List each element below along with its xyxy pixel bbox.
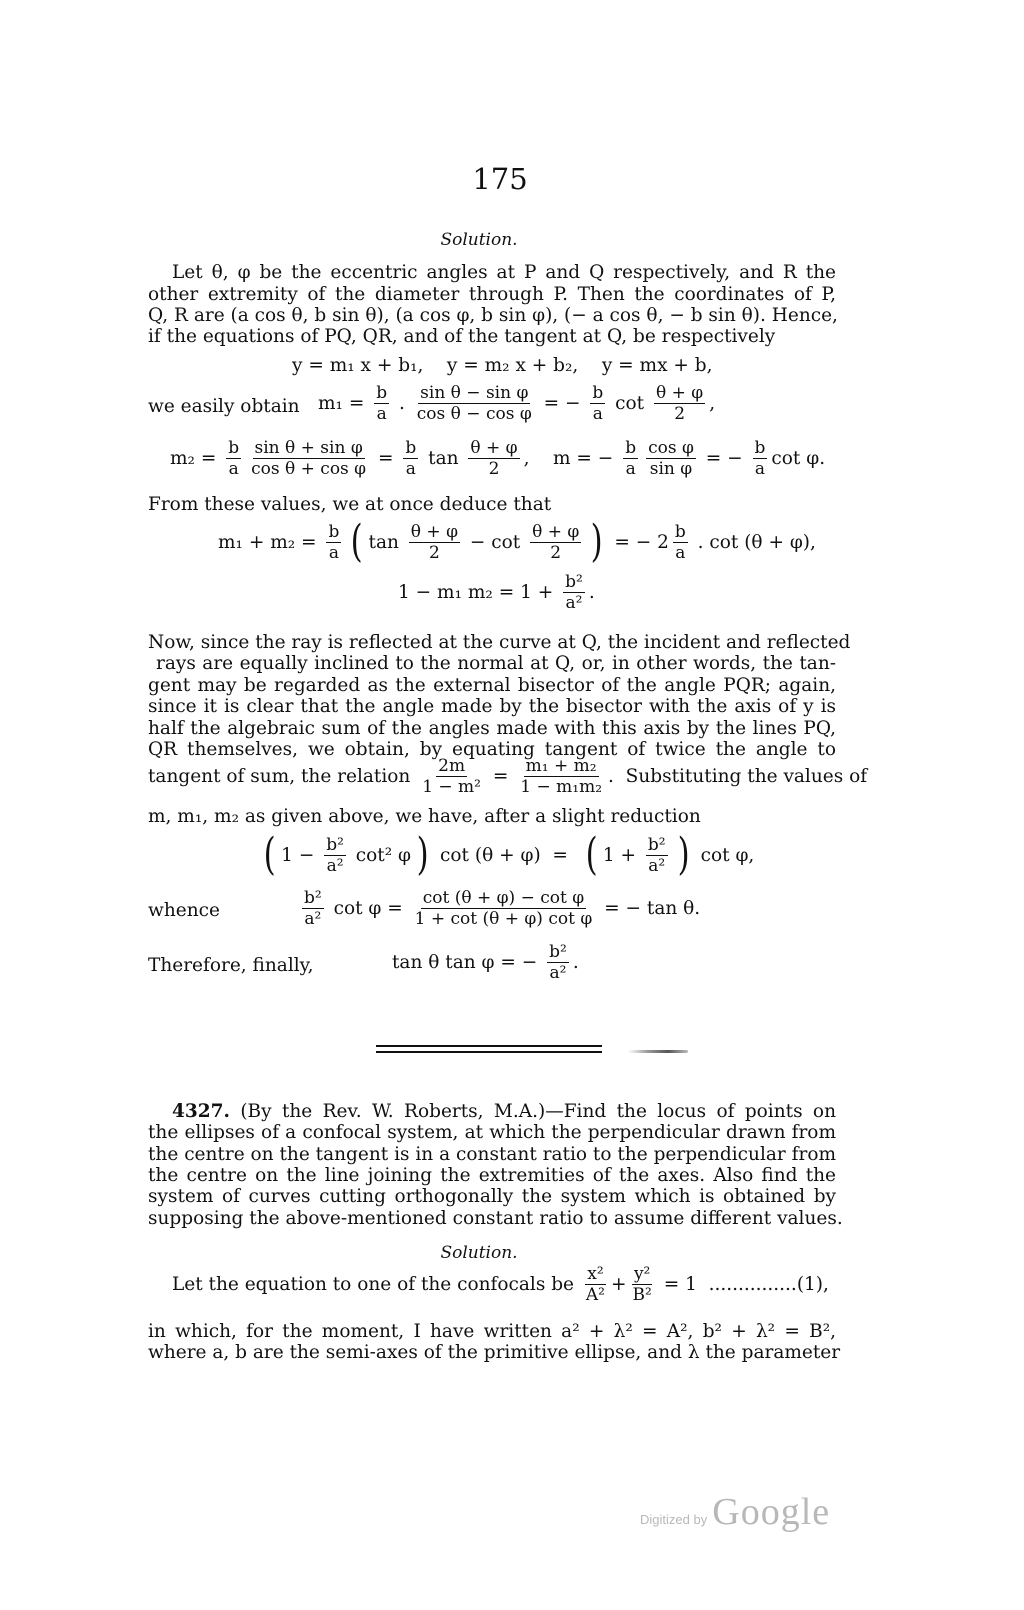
google-watermark [640,1490,830,1534]
math-text: 1 − m₁ m₂ = 1 + [398,582,560,603]
numerator: b [754,438,766,458]
paragraph-line: gent may be regarded as the external bisector of the angle PQR; again, [148,675,836,696]
numerator: b² [565,572,583,592]
denominator: 1 − m² [422,777,481,797]
numerator: b [592,383,604,403]
math-text: tan [368,531,405,553]
paragraph-line: if the equations of PQ, QR, and of the tangent at Q, be respectively [148,326,776,347]
fraction [374,383,389,424]
denominator: a² [549,963,567,983]
equation-reduction [258,829,755,880]
denominator: cos θ − cos φ [416,404,532,424]
paragraph-line: Q, R are (a cos θ, b sin θ), (a cos φ, b sin φ), (− a cos θ, − b sin θ). Hence, [148,305,838,326]
page-number: 175 [472,162,528,196]
math-text: 1 + [602,844,642,866]
numerator: cos φ [648,438,694,458]
equation-lines [292,355,713,376]
fraction [631,1264,654,1305]
parenthesis: ( [585,829,598,880]
denominator: A² [585,1285,605,1305]
math-text: = [372,448,400,469]
denominator: sin φ [649,459,693,479]
paragraph-line: From these values, we at once deduce that [148,494,552,515]
solution-heading: Solution. [440,1243,518,1263]
numerator: θ + φ [532,521,580,542]
denominator: B² [632,1285,652,1305]
math-text: = 1 ...............(1), [657,1274,829,1295]
denominator: a [675,542,686,563]
fraction [302,888,324,929]
denominator: 1 + cot (θ + φ) cot φ [414,909,593,929]
denominator: a² [304,909,322,929]
parenthesis: ) [416,829,429,880]
denominator: 2 [428,542,440,563]
fraction [249,438,368,479]
solution-heading: Solution. [440,230,518,250]
fraction [547,942,569,983]
math-text: Let the equation to one of the confocals be [172,1274,580,1295]
numerator: b² [647,834,666,855]
numerator: b [405,438,417,458]
denominator: cos θ + cos φ [251,459,367,479]
math-text: , [709,393,716,414]
fraction [563,572,585,613]
fraction [324,835,346,876]
math-text: , m = − [523,448,620,469]
paragraph-line: the centre on the line joining the extremities of the axes. Also find the [148,1165,836,1186]
parenthesis: ( [350,516,363,567]
denominator: a² [648,855,666,876]
denominator: a² [565,593,583,613]
equation-m2 [170,438,825,479]
paragraph-line: Let θ, φ be the eccentric angles at P and Q respectively, and R the [172,262,836,283]
eq-label: Therefore, finally, [148,955,314,976]
equation-m1 [318,383,715,424]
paragraph-line: where a, b are the semi-axes of the primitive ellipse, and λ the parameter [148,1342,841,1363]
numerator: θ + φ [410,521,458,542]
math-text: tangent of sum, the relation [148,766,417,787]
math-text: cot (θ + φ) = [434,844,580,866]
fraction [409,522,460,563]
numerator: cot (θ + φ) − cot φ [422,888,585,908]
numerator: y² [633,1264,651,1284]
numerator: b [228,438,240,458]
numerator: b [376,383,388,403]
equation-sum [218,516,816,567]
watermark-small: Digitized by [640,1512,708,1527]
denominator: a [625,459,636,479]
eq-label: whence [148,900,220,921]
numerator: θ + φ [470,438,518,458]
math-text: m₁ + m₂ = [218,531,323,553]
paragraph-line: in which, for the moment, I have written a² + λ² = A², b² + λ² = B², [148,1321,836,1342]
math-text: . Substituting the values of [608,766,868,787]
denominator: 2 [550,542,562,563]
numerator: sin θ + sin φ [254,438,363,458]
denominator: 2 [674,404,686,424]
numerator: b [674,521,686,542]
math-text: cot φ. [771,448,826,469]
numerator: b² [549,942,567,962]
question-number: 4327. [172,1101,230,1122]
fraction [530,522,581,563]
parenthesis: ( [263,829,276,880]
watermark-logo: Google [712,1491,831,1533]
fraction [413,888,595,929]
denominator: 2 [488,459,500,479]
numerator: 2m [438,756,466,776]
paragraph-line: other extremity of the diameter through P. Then the coordinates of P, [148,284,836,305]
denominator: a [328,542,339,563]
equation-final [392,942,579,983]
divider-rule [376,1045,602,1047]
math-text: . [572,952,579,973]
math-text: = − tan θ. [598,898,701,919]
fraction [420,756,483,797]
numerator: b² [304,888,322,908]
math-text: = − [699,448,749,469]
math-text: y = m₁ x + b₁, y = m₂ x + b₂, y = mx + b, [292,355,713,376]
numerator: b² [326,834,344,855]
math-text: . cot (θ + φ), [691,531,816,553]
fraction [654,383,705,424]
denominator: a [754,459,766,479]
denominator: a² [326,855,344,876]
paragraph-line: half the algebraic sum of the angles made with this axis by the lines PQ, [148,718,836,739]
denominator: a [592,404,603,424]
math-text: . [393,393,411,414]
denominator: a [405,459,416,479]
fraction [518,756,604,797]
parenthesis: ) [677,829,690,880]
paragraph-line: QR themselves, we obtain, by equating tangent of twice the angle to [148,739,836,760]
equation-confocal [172,1264,829,1305]
math-text: cot² φ [349,844,411,866]
paragraph-line: m, m₁, m₂ as given above, we have, after a slight reduction [148,806,701,827]
denominator: 1 − m₁m₂ [520,777,603,797]
paragraph-line: since it is clear that the angle made by the bisector with the axis of y is [148,696,836,717]
paragraph-line: system of curves cutting orthogonally the system which is obtained by [148,1186,836,1207]
numerator: m₁ + m₂ [525,756,597,776]
math-text: tan θ tan φ = − [392,952,544,973]
fraction [403,438,418,479]
paragraph-line: Now, since the ray is reflected at the curve at Q, the incident and reflected [148,632,851,653]
math-text: = [487,766,515,787]
numerator: sin θ − sin φ [420,383,529,403]
numerator: b [328,521,340,542]
eq-label: we easily obtain [148,396,300,417]
denominator: a [376,404,387,424]
fraction [584,1264,607,1305]
math-text: m₁ = [318,393,371,414]
paragraph-line: the centre on the tangent is in a constant ratio to the perpendicular from [148,1144,836,1165]
math-text: tan [422,448,465,469]
paragraph-line: the ellipses of a confocal system, at which the perpendicular drawn from [148,1122,836,1143]
math-text: cot φ = [327,898,409,919]
math-text: + [610,1274,627,1295]
equation-product [398,572,595,613]
fraction [623,438,638,479]
parenthesis: ) [590,516,603,567]
relation-line [148,756,867,797]
paragraph-line: supposing the above-mentioned constant ratio to assume different values. [148,1208,843,1229]
fraction [468,438,519,479]
math-text: m₂ = [170,448,223,469]
fraction [646,835,668,876]
equation-whence [298,888,700,929]
fraction [673,522,688,563]
question-first-line [172,1101,836,1123]
math-text: = − 2 [608,531,669,553]
fraction [590,383,605,424]
ink-smudge [628,1050,688,1053]
math-text: = − [537,393,587,414]
math-text: cot [609,393,650,414]
fraction [326,522,341,563]
numerator: x² [587,1264,604,1284]
fraction [226,438,241,479]
math-text: . [588,582,595,603]
denominator: a [228,459,239,479]
fraction [415,383,534,424]
math-text: cot φ, [694,844,755,866]
math-text: − cot [463,531,527,553]
fraction [753,438,768,479]
numerator: b [625,438,637,458]
divider-rule [376,1051,602,1053]
question-text: (By the Rev. W. Roberts, M.A.)—Find the locus of points on [240,1101,836,1122]
math-text: 1 − [281,844,321,866]
paragraph-line: rays are equally inclined to the normal at Q, or, in other words, the tan- [156,653,836,674]
fraction [646,438,696,479]
numerator: θ + φ [656,383,704,403]
